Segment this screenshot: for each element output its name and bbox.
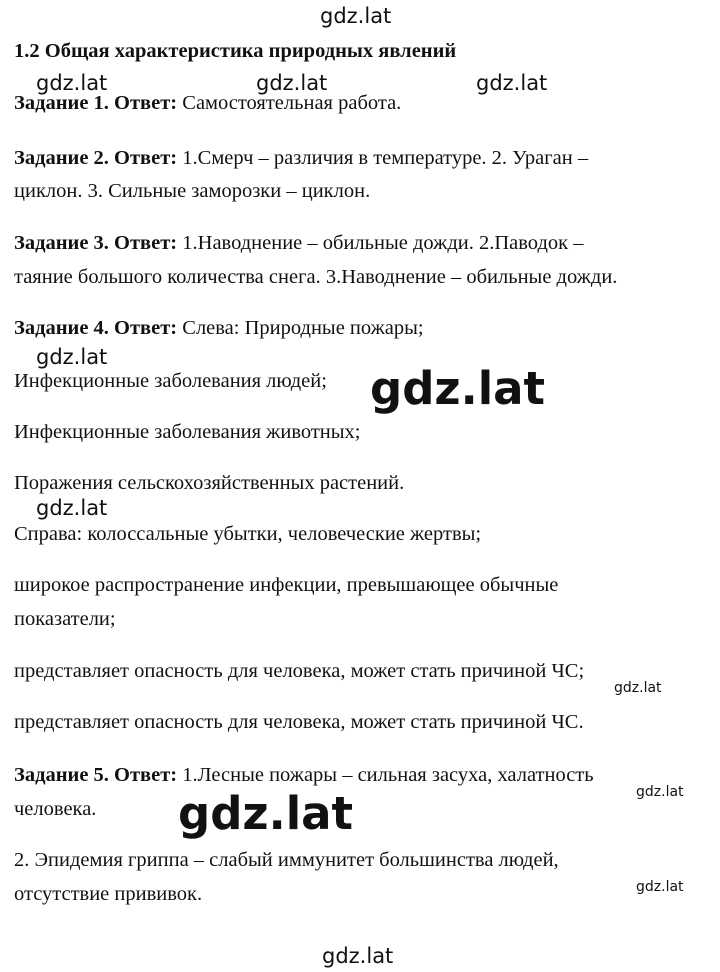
task-5-answer-line-2: 2. Эпидемия гриппа – слабый иммунитет большинства людей, (14, 849, 559, 871)
page-title: 1.2 Общая характеристика природных явлений (14, 40, 457, 62)
task-4-list-item: Инфекционные заболевания людей; (14, 370, 327, 392)
watermark: gdz.lat (636, 879, 684, 895)
task-4-list-item: Справа: колоссальные убытки, человеческие жертвы; (14, 523, 482, 545)
task-5-answer-text: 1.Лесные пожары – сильная засуха, халатность (182, 764, 594, 786)
watermark: gdz.lat (614, 680, 662, 696)
task-4-answer-line (14, 314, 424, 342)
watermark: gdz.lat (476, 71, 548, 95)
task-3-answer-text: 1.Наводнение – обильные дожди. 2.Паводок – (182, 232, 584, 254)
watermark: gdz.lat (320, 4, 392, 28)
task-3-answer-line (14, 229, 583, 257)
task-4-list-item: показатели; (14, 608, 116, 630)
task-5-answer-continuation: человека. (14, 798, 97, 820)
watermark: gdz.lat (322, 944, 394, 968)
task-5-label: Задание 5. (14, 764, 109, 786)
watermark: gdz.lat (256, 71, 328, 95)
task-4-list-item: широкое распространение инфекции, превышающее обычные (14, 574, 559, 596)
answer-label: Ответ: (114, 764, 178, 786)
answer-label: Ответ: (114, 147, 178, 169)
watermark: gdz.lat (178, 787, 354, 840)
task-2-label: Задание 2. (14, 147, 109, 169)
task-5-answer-continuation: отсутствие прививок. (14, 883, 203, 905)
watermark: gdz.lat (36, 496, 108, 520)
task-3-answer-continuation: таяние большого количества снега. 3.Наводнение – обильные дожди. (14, 266, 618, 288)
task-1-answer-text: Самостоятельная работа. (182, 92, 402, 114)
answer-label: Ответ: (114, 232, 178, 254)
task-4-list-item: Инфекционные заболевания животных; (14, 421, 361, 443)
task-3-label: Задание 3. (14, 232, 109, 254)
task-2-answer-text: 1.Смерч – различия в температуре. 2. Ураган – (182, 147, 589, 169)
answer-label: Ответ: (114, 317, 178, 339)
task-4-label: Задание 4. (14, 317, 109, 339)
watermark: gdz.lat (36, 71, 108, 95)
watermark: gdz.lat (370, 362, 546, 415)
watermark: gdz.lat (36, 345, 108, 369)
task-2-answer-continuation: циклон. 3. Сильные заморозки – циклон. (14, 180, 371, 202)
task-5-answer-line (14, 761, 594, 789)
watermark: gdz.lat (636, 784, 684, 800)
task-4-list-item: Поражения сельскохозяйственных растений. (14, 472, 405, 494)
task-4-list-item: представляет опасность для человека, может стать причиной ЧС. (14, 711, 584, 733)
task-4-list-item: представляет опасность для человека, может стать причиной ЧС; (14, 660, 585, 682)
task-1-label: Задание 1. (14, 92, 109, 114)
answer-label: Ответ: (114, 92, 178, 114)
task-2-answer-line (14, 144, 588, 172)
task-4-answer-text: Слева: Природные пожары; (182, 317, 424, 339)
